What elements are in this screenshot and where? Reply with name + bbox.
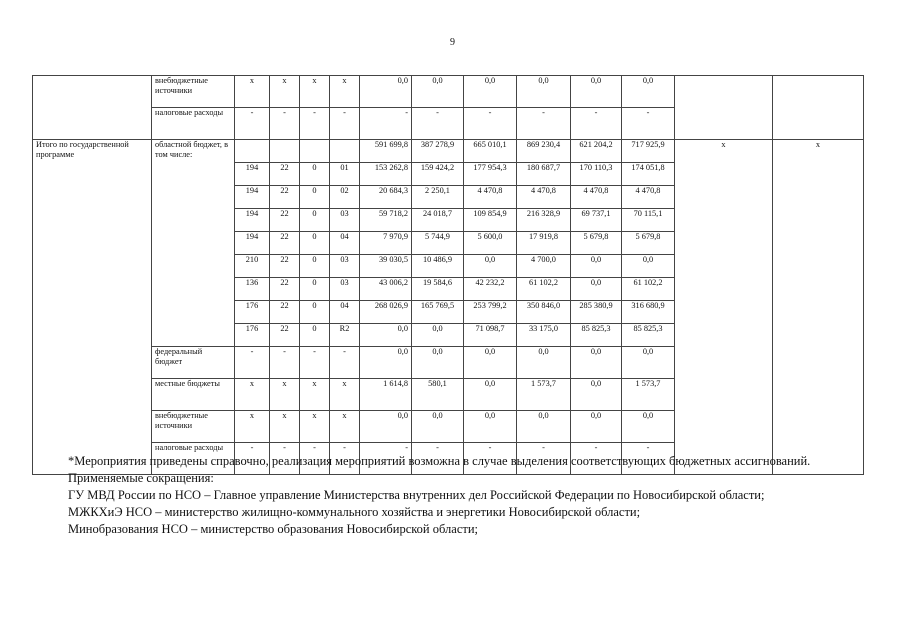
abbreviations-heading: Применяемые сокращения: <box>68 471 214 485</box>
value-cell: 1 614,8 <box>360 379 412 411</box>
code-cell: 03 <box>330 255 360 278</box>
code-cell: 22 <box>270 163 300 186</box>
code-cell <box>300 140 330 163</box>
value-cell: - <box>571 443 622 475</box>
value-cell: 0,0 <box>464 379 517 411</box>
value-cell: 59 718,2 <box>360 209 412 232</box>
value-cell: 43 006,2 <box>360 278 412 301</box>
code-cell: х <box>235 76 270 108</box>
code-cell: х <box>235 379 270 411</box>
value-cell: 19 584,6 <box>412 278 464 301</box>
code-cell: - <box>300 347 330 379</box>
empty-cell <box>675 76 773 140</box>
code-cell: - <box>270 347 300 379</box>
value-cell: 665 010,1 <box>464 140 517 163</box>
code-cell: - <box>300 108 330 140</box>
value-cell: 0,0 <box>360 347 412 379</box>
value-cell: 0,0 <box>412 411 464 443</box>
value-cell: 0,0 <box>571 379 622 411</box>
code-cell: 176 <box>235 324 270 347</box>
code-cell: 03 <box>330 209 360 232</box>
value-cell: 580,1 <box>412 379 464 411</box>
value-cell: 0,0 <box>571 347 622 379</box>
code-cell: R2 <box>330 324 360 347</box>
value-cell: 0,0 <box>360 76 412 108</box>
value-cell: 0,0 <box>571 255 622 278</box>
code-cell: 0 <box>300 278 330 301</box>
footnote-1: *Мероприятия приведены справочно, реализация мероприятий возможна в случае выделения соответствующих бюджетных ассигнований. <box>68 454 811 468</box>
value-cell: 71 098,7 <box>464 324 517 347</box>
value-cell: 4 700,0 <box>517 255 571 278</box>
value-cell: 316 680,9 <box>622 301 675 324</box>
code-cell: х <box>300 379 330 411</box>
value-cell: 170 110,3 <box>571 163 622 186</box>
code-cell: 04 <box>330 232 360 255</box>
table-row <box>33 76 864 108</box>
source-label: налоговые расходы <box>152 443 235 475</box>
code-cell: - <box>270 108 300 140</box>
value-cell: - <box>571 108 622 140</box>
code-cell: 0 <box>300 324 330 347</box>
value-cell: 0,0 <box>571 278 622 301</box>
source-label: федеральный бюджет <box>152 347 235 379</box>
page-number: 9 <box>450 37 455 48</box>
code-cell: - <box>330 108 360 140</box>
value-cell: 33 175,0 <box>517 324 571 347</box>
value-cell: 10 486,9 <box>412 255 464 278</box>
value-cell: - <box>517 443 571 475</box>
value-cell: 285 380,9 <box>571 301 622 324</box>
code-cell: 03 <box>330 278 360 301</box>
code-cell: х <box>330 379 360 411</box>
value-cell: 0,0 <box>517 347 571 379</box>
code-cell: 194 <box>235 163 270 186</box>
code-cell: 176 <box>235 301 270 324</box>
value-cell: 70 115,1 <box>622 209 675 232</box>
value-cell: 159 424,2 <box>412 163 464 186</box>
value-cell: 42 232,2 <box>464 278 517 301</box>
footnotes <box>32 453 874 538</box>
code-cell: 22 <box>270 232 300 255</box>
code-cell: 0 <box>300 163 330 186</box>
value-cell: 591 699,8 <box>360 140 412 163</box>
value-cell: 869 230,4 <box>517 140 571 163</box>
abbreviation-mzhkhie: МЖКХиЭ НСО – министерство жилищно-коммунального хозяйства и энергетики Новосибирской области; <box>68 505 641 519</box>
value-cell: 180 687,7 <box>517 163 571 186</box>
value-cell: 0,0 <box>571 411 622 443</box>
code-cell: - <box>235 347 270 379</box>
value-cell: 7 970,9 <box>360 232 412 255</box>
code-cell: х <box>235 411 270 443</box>
value-cell: 0,0 <box>464 347 517 379</box>
value-cell: 177 954,3 <box>464 163 517 186</box>
code-cell: 22 <box>270 278 300 301</box>
code-cell: 22 <box>270 324 300 347</box>
value-cell: 61 102,2 <box>517 278 571 301</box>
abbreviation-minobrazovaniya: Минобразования НСО – министерство образования Новосибирской области; <box>68 522 478 536</box>
value-cell: 165 769,5 <box>412 301 464 324</box>
value-cell: 109 854,9 <box>464 209 517 232</box>
value-cell: 253 799,2 <box>464 301 517 324</box>
executor-cell: х <box>675 140 773 475</box>
value-cell: 0,0 <box>517 411 571 443</box>
value-cell: 4 470,8 <box>464 186 517 209</box>
code-cell: 210 <box>235 255 270 278</box>
value-cell: 0,0 <box>360 324 412 347</box>
value-cell: 717 925,9 <box>622 140 675 163</box>
code-cell: 0 <box>300 301 330 324</box>
value-cell: 0,0 <box>622 255 675 278</box>
program-total-label: Итого по государственной программе <box>33 140 152 475</box>
code-cell: 22 <box>270 186 300 209</box>
value-cell: 2 250,1 <box>412 186 464 209</box>
code-cell: 02 <box>330 186 360 209</box>
value-cell: - <box>622 108 675 140</box>
empty-cell <box>33 76 152 140</box>
value-cell: 0,0 <box>622 347 675 379</box>
value-cell: 5 679,8 <box>571 232 622 255</box>
value-cell: 5 600,0 <box>464 232 517 255</box>
code-cell: х <box>300 76 330 108</box>
code-cell: 22 <box>270 209 300 232</box>
code-cell: - <box>330 347 360 379</box>
value-cell: 0,0 <box>622 76 675 108</box>
value-cell: 621 204,2 <box>571 140 622 163</box>
value-cell: 61 102,2 <box>622 278 675 301</box>
value-cell: 0,0 <box>622 411 675 443</box>
code-cell: х <box>330 76 360 108</box>
code-cell: - <box>330 443 360 475</box>
value-cell: 216 328,9 <box>517 209 571 232</box>
value-cell: 174 051,8 <box>622 163 675 186</box>
value-cell: - <box>464 108 517 140</box>
code-cell: 22 <box>270 301 300 324</box>
code-cell: 194 <box>235 232 270 255</box>
value-cell: - <box>464 443 517 475</box>
empty-cell <box>773 76 864 140</box>
code-cell: 194 <box>235 186 270 209</box>
code-cell: х <box>270 76 300 108</box>
value-cell: 0,0 <box>571 76 622 108</box>
value-cell: 0,0 <box>464 255 517 278</box>
code-cell: 04 <box>330 301 360 324</box>
value-cell: 4 470,8 <box>622 186 675 209</box>
value-cell: - <box>360 108 412 140</box>
value-cell: 4 470,8 <box>571 186 622 209</box>
code-cell: 0 <box>300 186 330 209</box>
source-label: областной бюджет, в том числе: <box>152 140 235 347</box>
code-cell: 22 <box>270 255 300 278</box>
value-cell: 0,0 <box>412 324 464 347</box>
value-cell: 5 744,9 <box>412 232 464 255</box>
code-cell: - <box>270 443 300 475</box>
code-cell: 0 <box>300 255 330 278</box>
value-cell: 153 262,8 <box>360 163 412 186</box>
value-cell: 350 846,0 <box>517 301 571 324</box>
value-cell: 1 573,7 <box>622 379 675 411</box>
code-cell: - <box>300 443 330 475</box>
value-cell: 85 825,3 <box>571 324 622 347</box>
code-cell: 0 <box>300 209 330 232</box>
value-cell: 0,0 <box>464 76 517 108</box>
code-cell <box>235 140 270 163</box>
value-cell: 20 684,3 <box>360 186 412 209</box>
budget-table <box>32 75 864 475</box>
code-cell: 0 <box>300 232 330 255</box>
code-cell: 194 <box>235 209 270 232</box>
value-cell: 85 825,3 <box>622 324 675 347</box>
code-cell: х <box>270 379 300 411</box>
value-cell: 387 278,9 <box>412 140 464 163</box>
code-cell: х <box>300 411 330 443</box>
code-cell <box>330 140 360 163</box>
value-cell: 0,0 <box>412 347 464 379</box>
value-cell: 0,0 <box>360 411 412 443</box>
table-row <box>33 140 864 163</box>
value-cell: 0,0 <box>464 411 517 443</box>
value-cell: - <box>412 108 464 140</box>
value-cell: 1 573,7 <box>517 379 571 411</box>
value-cell: 4 470,8 <box>517 186 571 209</box>
value-cell: 5 679,8 <box>622 232 675 255</box>
code-cell: х <box>330 411 360 443</box>
source-label: местные бюджеты <box>152 379 235 411</box>
source-label: внебюджетные источники <box>152 76 235 108</box>
value-cell: 24 018,7 <box>412 209 464 232</box>
code-cell: 136 <box>235 278 270 301</box>
value-cell: - <box>622 443 675 475</box>
abbreviation-gu-mvd: ГУ МВД России по НСО – Главное управление Министерства внутренних дел Российской Федерации по Новосибирской области; <box>68 488 765 502</box>
value-cell: 268 026,9 <box>360 301 412 324</box>
value-cell: 17 919,8 <box>517 232 571 255</box>
code-cell: х <box>270 411 300 443</box>
value-cell: - <box>517 108 571 140</box>
code-cell <box>270 140 300 163</box>
code-cell: - <box>235 443 270 475</box>
value-cell: - <box>412 443 464 475</box>
result-cell: х <box>773 140 864 475</box>
code-cell: 01 <box>330 163 360 186</box>
value-cell: 39 030,5 <box>360 255 412 278</box>
value-cell: 0,0 <box>412 76 464 108</box>
value-cell: 0,0 <box>517 76 571 108</box>
source-label: внебюджетные источники <box>152 411 235 443</box>
code-cell: - <box>235 108 270 140</box>
value-cell: 69 737,1 <box>571 209 622 232</box>
value-cell: - <box>360 443 412 475</box>
source-label: налоговые расходы <box>152 108 235 140</box>
